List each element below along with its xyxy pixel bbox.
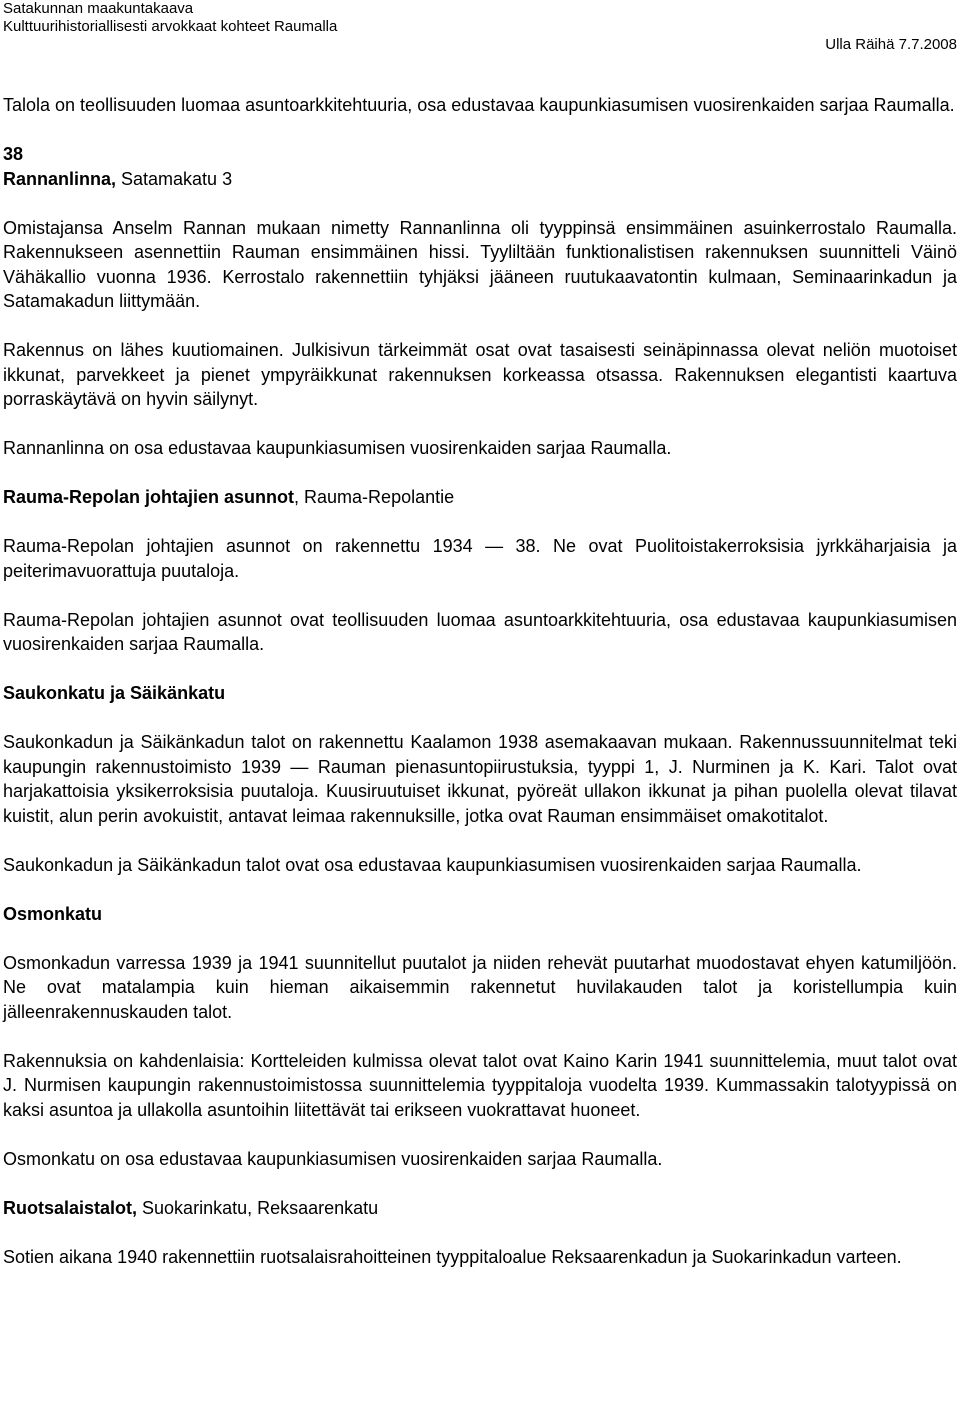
ruotsalaistalot-heading [3,1196,957,1221]
rannanlinna-paragraph-1: Omistajansa Anselm Rannan mukaan nimetty Rannanlinna oli tyyppinsä ensimmäinen asuinkerrostalo Raumalla. Rakennukseen asennettiin Rauman ensimmäinen hissi. Tyyliltään funktionalistisen rakennuksen suunnitteli Väinö Vähäkallio vuonna 1936. Kerrostalo rakennettiin tyhjäksi jääneen ruutukaavatontin kulmaan, Seminaarinkadun ja Satamakadun liittymään. [3,217,957,311]
ruotsalaistalot-address: Suokarinkatu, Reksaarenkatu [137,1197,379,1218]
header-author-date: Ulla Räihä 7.7.2008 [825,36,957,53]
osmonkatu-paragraph-2: Rakennuksia on kahdenlaisia: Kortteleiden kulmissa olevat talot ovat Kaino Karin 1941 suunnittelemia, muut talot ovat J. Nurmisen kaupungin rakennustoimistossa suunnittelemia tyyppitaloja vuodelta 1939. Kummassakin talotyypissä on kaksi asuntoa ja ullakolla asuntoihin liitettävät tai erikseen vuokrattavat huoneet. [3,1050,957,1120]
ruotsalaistalot-paragraph-1: Sotien aikana 1940 rakennettiin ruotsalaisrahoitteinen tyyppitaloalue Reksaarenkadun ja Suokarinkadun varteen. [3,1246,902,1267]
rannanlinna-paragraph-2: Rakennus on lähes kuutiomainen. Julkisivun tärkeimmät osat ovat tasaisesti seinäpinnassa olevat neliön muotoiset ikkunat, parvekkeet ja pienet ympyräikkunat rakennuksen korkeassa otsassa. Rakennuksen elegantisti kaartuva porraskäytävä on hyvin säilynyt. [3,340,957,409]
document-body [3,93,957,1269]
rauma-repola-address: , Rauma-Repolantie [294,487,455,507]
ruotsalaistalot-name: Ruotsalaistalot, [3,1197,138,1218]
section-38-number: 38 [3,144,24,164]
rauma-repola-name: Rauma-Repolan johtajien asunnot [3,487,295,507]
osmonkatu-heading [3,902,957,927]
page-header [3,0,957,60]
saukonkatu-paragraph-2: Saukonkadun ja Säikänkadun talot ovat osa edustavaa kaupunkiasumisen vuosirenkaiden sarjaa Raumalla. [3,854,862,875]
osmonkatu-name: Osmonkatu [3,903,103,924]
rauma-repola-paragraph-2: Rauma-Repolan johtajien asunnot ovat teollisuuden luomaa asuntoarkkitehtuuria, osa edustavaa kaupunkiasumisen vuosirenkaiden sarjaa Raumalla. [3,609,957,654]
saukonkatu-heading [3,681,957,706]
rannanlinna-paragraph-3: Rannanlinna on osa edustavaa kaupunkiasumisen vuosirenkaiden sarjaa Raumalla. [3,438,672,458]
rauma-repola-heading [3,485,957,510]
header-document-title: Kulttuurihistoriallisesti arvokkaat kohteet Raumalla [3,18,338,35]
section-38-heading [3,142,957,191]
osmonkatu-paragraph-3: Osmonkatu on osa edustavaa kaupunkiasumisen vuosirenkaiden sarjaa Raumalla. [3,1148,663,1169]
section-38-address: Satamakatu 3 [116,168,233,189]
saukonkatu-paragraph-1: Saukonkadun ja Säikänkadun talot on rakennettu Kaalamon 1938 asemakaavan mukaan. Rakennussuunnitelmat teki kaupungin rakennustoimisto 1939 — Rauman pienasuntopiirustuksia, tyyppi 1, J. Nurminen ja K. Kari. Talot ovat harjakattoisia yksikerroksisia puutaloja. Kuusiruutuiset ikkunat, pyöreät ullakon ikkunat ja pihan puolella olevat tilavat kuistit, alun perin avokuistit, antavat leimaa rakennuksille, jotka ovat Rauman ensimmäiset omakotitalot. [3,732,957,826]
header-plan-title: Satakunnan maakuntakaava [3,0,194,17]
osmonkatu-paragraph-1: Osmonkadun varressa 1939 ja 1941 suunnitellut puutalot ja niiden rehevät puutarhat muodostavat ehyen katumiljöön. Ne ovat matalampia kuin hieman aikaisemmin rakennetut huvilakauden talot ja koristellumpia kuin jälleenrakennuskauden talot. [3,952,957,1022]
talola-summary-paragraph: Talola on teollisuuden luomaa asuntoarkkitehtuuria, osa edustavaa kaupunkiasumisen vuosirenkaiden sarjaa Raumalla. [3,95,955,115]
saukonkatu-name: Saukonkatu ja Säikänkatu [3,683,226,703]
section-38-name: Rannanlinna, [3,168,117,189]
rauma-repola-paragraph-1: Rauma-Repolan johtajien asunnot on rakennettu 1934 — 38. Ne ovat Puolitoistakerroksisia jyrkkäharjaisia ja peiterimavuorattuja puutaloja. [3,536,957,581]
